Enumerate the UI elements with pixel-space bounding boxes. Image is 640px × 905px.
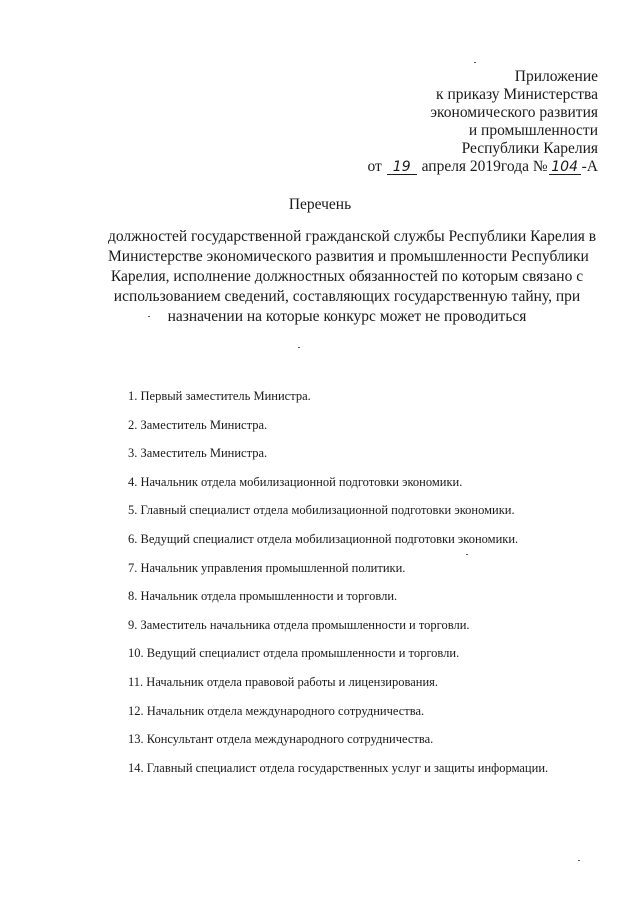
handwritten-day: 19 bbox=[387, 160, 417, 175]
list-item: 7. Начальник управления промышленной политики. bbox=[128, 560, 406, 575]
list-item: 10. Ведущий специалист отдела промышленности и торговли. bbox=[128, 646, 460, 661]
date-middle: апреля 2019года № bbox=[421, 158, 548, 175]
date-prefix: от bbox=[367, 158, 382, 175]
handwritten-order-number: 104 bbox=[549, 160, 581, 175]
list-item: 5. Главный специалист отдела мобилизационной подготовки экономики. bbox=[128, 503, 515, 518]
list-item: 4. Начальник отдела мобилизационной подготовки экономики. bbox=[128, 474, 463, 489]
annex-line-3: экономического развития bbox=[430, 104, 598, 121]
list-item: 14. Главный специалист отдела государственных услуг и защиты информации. bbox=[128, 760, 549, 775]
annex-date-line bbox=[368, 158, 598, 176]
positions-list bbox=[128, 389, 548, 789]
subtitle-line: должностей государственной гражданской службы Республики Карелия в bbox=[108, 228, 597, 245]
subtitle-line: назначении на которые конкурс может не проводиться bbox=[167, 308, 527, 325]
list-item: 9. Заместитель начальника отдела промышленности и торговли. bbox=[128, 617, 470, 632]
annex-header bbox=[368, 68, 598, 176]
scan-speck bbox=[466, 554, 468, 555]
scan-speck bbox=[474, 62, 476, 63]
list-item: 3. Заместитель Министра. bbox=[128, 446, 268, 461]
subtitle-line: Министерстве экономического развития и промышленности Республики bbox=[108, 248, 589, 265]
list-item: 1. Первый заместитель Министра. bbox=[128, 389, 311, 403]
subtitle-line: Карелия, исполнение должностных обязанностей по которым связано с bbox=[110, 268, 584, 285]
annex-line-5: Республики Карелия bbox=[461, 140, 598, 157]
list-item: 12. Начальник отдела международного сотрудничества. bbox=[128, 703, 425, 718]
document-title: Перечень bbox=[288, 196, 352, 213]
scan-speck bbox=[148, 316, 150, 317]
list-item: 13. Консультант отдела международного сотрудничества. bbox=[128, 732, 434, 747]
order-suffix: -А bbox=[581, 158, 598, 175]
subtitle-line: использованием сведений, составляющих государственную тайну, при bbox=[113, 288, 581, 305]
document-subtitle bbox=[108, 227, 597, 327]
list-item: 11. Начальник отдела правовой работы и лицензирования. bbox=[128, 674, 439, 689]
list-item: 6. Ведущий специалист отдела мобилизационной подготовки экономики. bbox=[128, 531, 519, 546]
list-item: 2. Заместитель Министра. bbox=[128, 417, 268, 432]
list-item: 8. Начальник отдела промышленности и торговли. bbox=[128, 589, 398, 604]
annex-line-2: к приказу Министерства bbox=[436, 86, 598, 103]
annex-line-1: Приложение bbox=[514, 68, 598, 85]
scan-speck bbox=[298, 347, 300, 348]
scan-speck bbox=[578, 860, 580, 861]
annex-line-4: и промышленности bbox=[468, 122, 598, 139]
